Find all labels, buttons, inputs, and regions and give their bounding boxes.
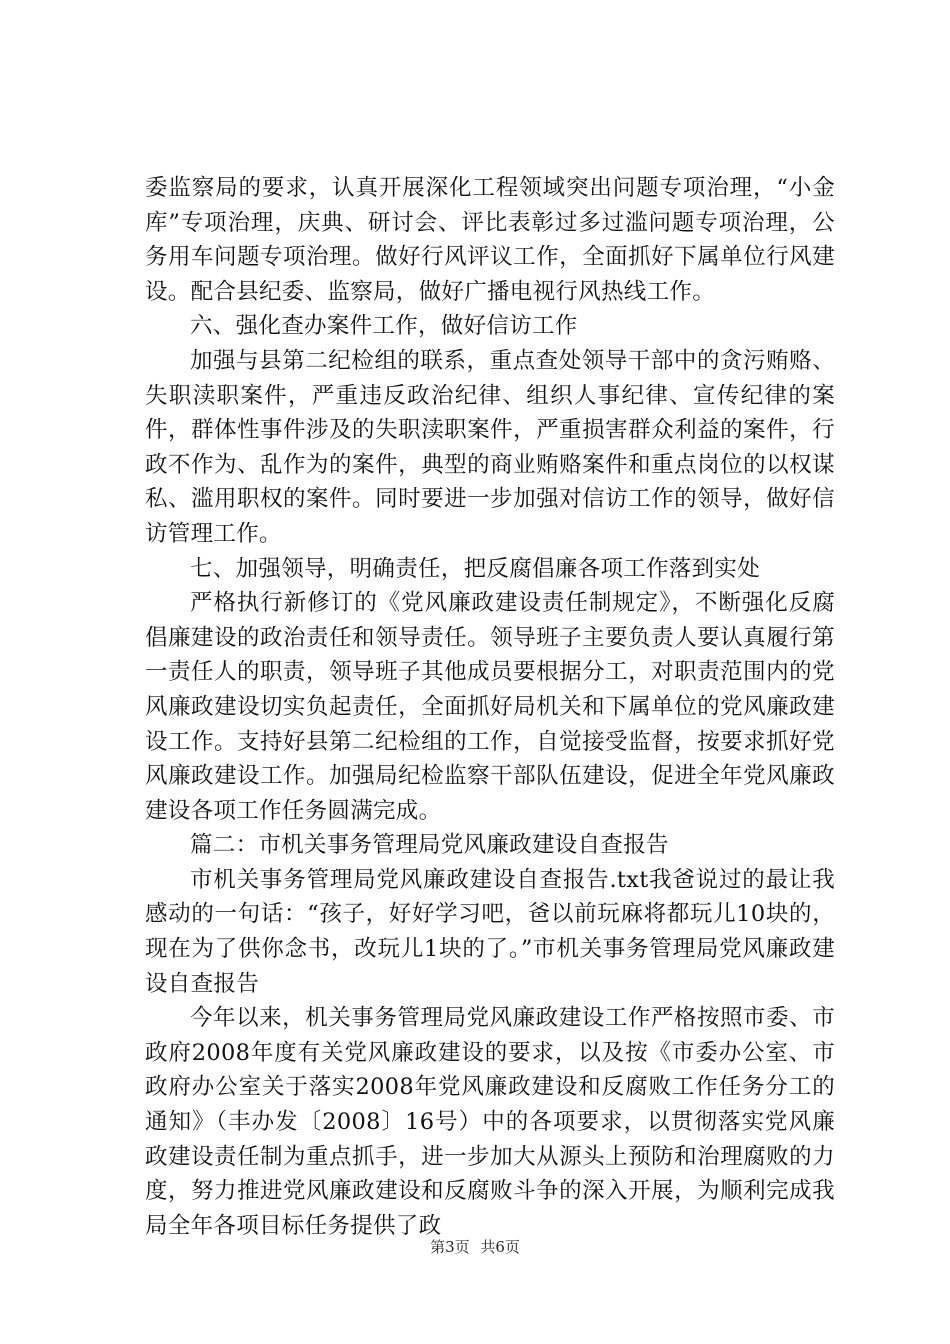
paragraph: 加强与县第二纪检组的联系，重点查处领导干部中的贪污贿赂、失职渎职案件，严重违反政治纪律、组织人事纪律、宣传纪律的案件，群体性事件涉及的失职渎职案件，严重损害群众利益的案件，行政不作为、乱作为的案件，典型的商业贿赂案件和重点岗位的以权谋私、滥用职权的案件。同时要进一步加强对信访工作的领导，做好信访管理工作。 — [145, 347, 835, 547]
document-body — [145, 171, 835, 1243]
page-number: 第3页 — [430, 1238, 470, 1256]
paragraph: 严格执行新修订的《党风廉政建设责任制规定》，不断强化反腐倡廉建设的政治责任和领导责任。领导班子主要负责人要认真履行第一责任人的职责，领导班子其他成员要根据分工，对职责范围内的党风廉政建设切实负起责任，全面抓好局机关和下属单位的党风廉政建设工作。支持好县第二纪检组的工作，自觉接受监督，按要求抓好党风廉政建设工作。加强局纪检监察干部队伍建设，促进全年党风廉政建设各项工作任务圆满完成。 — [145, 590, 835, 824]
chapter-heading: 篇二：市机关事务管理局党风廉政建设自查报告 — [190, 832, 669, 859]
paragraph: 今年以来，机关事务管理局党风廉政建设工作严格按照市委、市政府2008年度有关党风廉政建设的要求，以及按《市委办公室、市政府办公室关于落实2008年党风廉政建设和反腐败工作任务分工的通知》（丰办发〔2008〕16号）中的各项要求，以贯彻落实党风廉政建设责任制为重点抓手，进一步加大从源头上预防和治理腐败的力度，努力推进党风廉政建设和反腐败斗争的深入开展，为顺利完成我局全年各项目标任务提供了政 — [145, 1005, 835, 1239]
paragraph: 市机关事务管理局党风廉政建设自查报告.txt我爸说过的最让我感动的一句话：“孩子，好好学习吧，爸以前玩麻将都玩儿10块的，现在为了供你念书，改玩儿1块的了。”市机关事务管理局党风廉政建设自查报告 — [145, 866, 835, 997]
page-total: 共6页 — [480, 1238, 520, 1256]
paragraph: 委监察局的要求，认真开展深化工程领域突出问题专项治理，“小金库”专项治理，庆典、研讨会、评比表彰过多过滥问题专项治理，公务用车问题专项治理。做好行风评议工作，全面抓好下属单位行风建设。配合县纪委、监察局，做好广播电视行风热线工作。 — [145, 175, 835, 305]
section-heading: 六、强化查办案件工作，做好信访工作 — [190, 313, 578, 340]
section-heading: 七、加强领导，明确责任，把反腐倡廉各项工作落到实处 — [190, 555, 761, 582]
page-footer — [0, 1237, 950, 1257]
